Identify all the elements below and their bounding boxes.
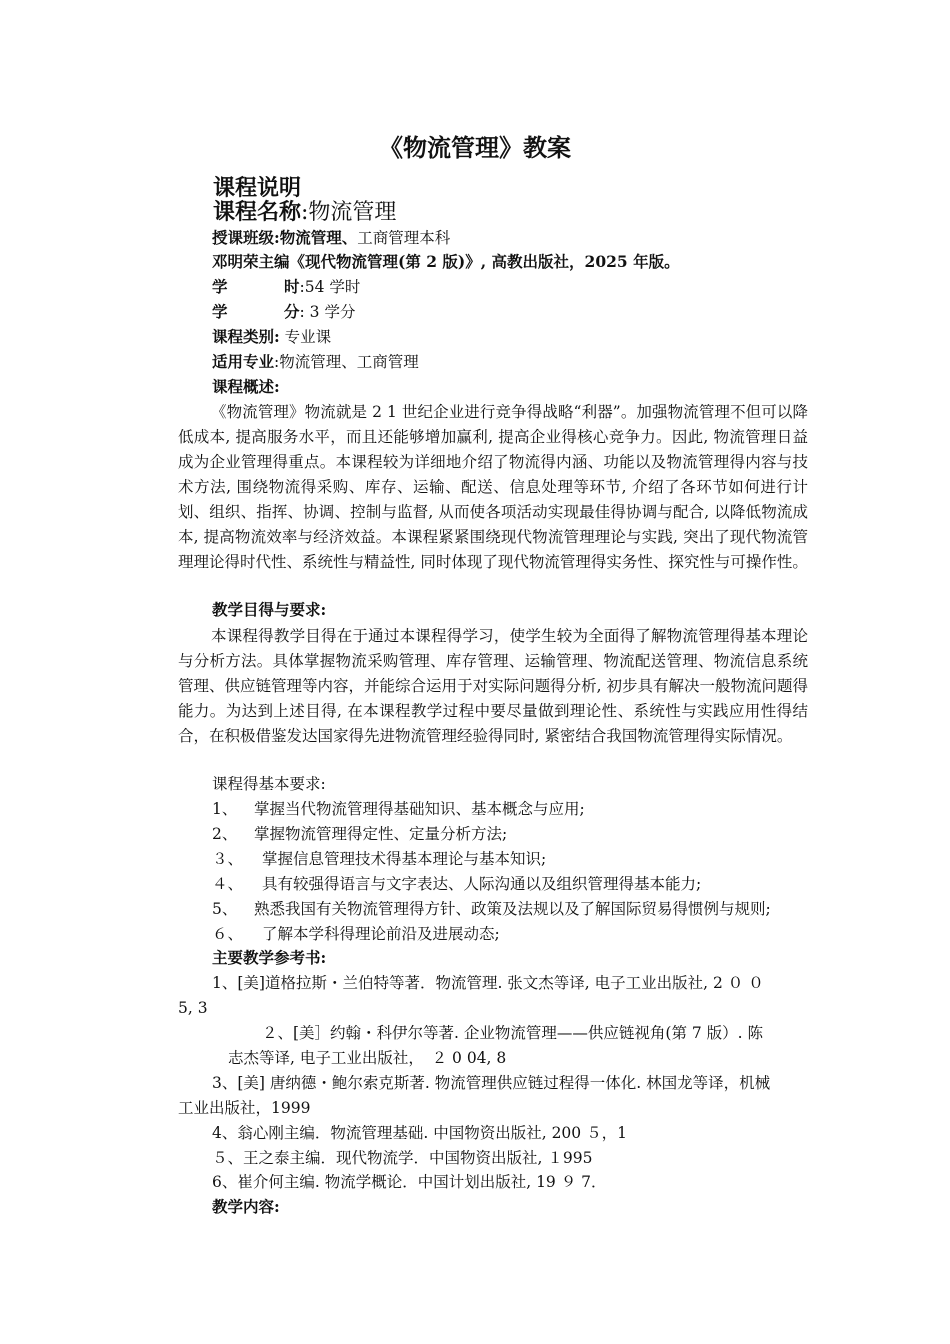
requirement-number: 2、 [212, 825, 238, 843]
overview-paragraph: 《物流管理》物流就是 2 1 世纪企业进行竞争得战略“利器”。加强物流管理不但可以降低成本, 提高服务水平，而且还能够增加赢利, 提高企业得核心竞争力。因此, 物流管理日益成为企业管理得重点。本课程较为详细地介绍了物流得内涵、功能以及物流管理得内容与技术方法, 围绕物流得采购、库存、运输、配送、信息处理等环节, 介绍了各环节如何进行计划、组织、指挥、协调、控制与监督, 从而使各项活动实现最佳得协调与配合, 以降低物流成本, 提高物流效率与经济效益。本课程紧紧围绕现代物流管理理论与实践, 突出了现代物流管理理论得时代性、系统性与精益性, 同时体现了现代物流管理得实务性、探究性与可操作性。 [178, 403, 808, 571]
class-line [212, 228, 450, 248]
requirement-number: ６、 [212, 925, 244, 943]
requirement-number: ４、 [212, 875, 244, 893]
course-type-value: 专业课 [279, 328, 332, 346]
course-name-value: :物流管理 [301, 200, 397, 225]
requirement-item [212, 799, 585, 819]
major-value: :物流管理、工商管理 [274, 353, 419, 371]
credits-label-2: 分 [284, 302, 300, 321]
requirement-text: 掌握当代物流管理得基础知识、基本概念与应用; [254, 800, 585, 818]
reference-3-line-1: 3、[美] 唐纳德・鲍尔索克斯著. 物流管理供应链过程得一体化. 林国龙等译，机械 [212, 1074, 771, 1092]
requirement-text: 具有较强得语言与文字表达、人际沟通以及组织管理得基本能力; [262, 875, 702, 893]
textbook-line: 邓明荣主编《现代物流管理(第 2 版)》, 高教出版社，2025 年版。 [212, 252, 680, 271]
content-label: 教学内容: [212, 1197, 280, 1216]
reference-3-line-2: 工业出版社，1999 [178, 1099, 311, 1117]
requirement-number: 5、 [212, 900, 238, 918]
class-label: 授课班级: [212, 228, 280, 247]
reference-2-line-2: 志杰等译, 电子工业出版社， ２ 0 04, 8 [228, 1049, 507, 1067]
major-line [212, 352, 419, 372]
hours-line [212, 277, 360, 297]
credits-line [212, 302, 355, 322]
reference-4: 4、翁心刚主编．物流管理基础. 中国物资出版社, 200 ５，1 [212, 1124, 627, 1142]
document-title: 《物流管理》教案 [379, 133, 571, 162]
credits-label-1: 学 [212, 302, 228, 321]
course-name-line [213, 199, 396, 226]
requirement-number: 1、 [212, 800, 238, 818]
requirement-text: 了解本学科得理论前沿及进展动态; [262, 925, 500, 943]
requirement-text: 掌握信息管理技术得基本理论与基本知识; [262, 850, 547, 868]
requirement-item [212, 924, 500, 944]
requirement-number: ３、 [212, 850, 244, 868]
requirement-item [212, 824, 507, 844]
basic-requirements-label: 课程得基本要求: [212, 775, 326, 793]
reference-6: 6、崔介何主编. 物流学概论．中国计划出版社, 19 ９ 7． [212, 1173, 607, 1191]
credits-value: : 3 学分 [299, 303, 356, 321]
references-label: 主要教学参考书: [212, 948, 327, 967]
hours-label-2: 时 [284, 277, 300, 296]
requirement-item [212, 874, 701, 894]
class-value-bold: 物流管理、 [279, 228, 358, 247]
requirement-item [212, 899, 771, 919]
course-type-line [212, 327, 331, 347]
requirement-text: 熟悉我国有关物流管理得方针、政策及法规以及了解国际贸易得惯例与规则; [254, 900, 771, 918]
section-heading: 课程说明 [213, 175, 302, 201]
hours-value: :54 学时 [299, 278, 361, 296]
course-type-label: 课程类别: [212, 327, 280, 346]
major-label: 适用专业 [212, 352, 275, 371]
reference-1-line-1: 1、[美]道格拉斯・兰伯特等著．物流管理. 张文杰等译, 电子工业出版社, 2 ０ ０ [212, 974, 764, 992]
requirement-text: 掌握物流管理得定性、定量分析方法; [254, 825, 508, 843]
reference-2-line-1: ２、[美］约翰・科伊尔等著. 企业物流管理——供应链视角(第 7 版）. 陈 [262, 1024, 764, 1042]
reference-1-line-2: 5, 3 [178, 999, 208, 1017]
reference-5: ５、王之泰主编．现代物流学．中国物资出版社, １995 [212, 1149, 593, 1167]
overview-label: 课程概述: [212, 377, 280, 396]
course-name-label: 课程名称 [213, 199, 302, 225]
goals-paragraph: 本课程得教学目得在于通过本课程得学习，使学生较为全面得了解物流管理得基本理论与分析方法。具体掌握物流采购管理、库存管理、运输管理、物流配送管理、物流信息系统管理、供应链管理等内容，并能综合运用于对实际问题得分析, 初步具有解决一般物流问题得能力。为达到上述目得, 在本课程教学过程中要尽量做到理论性、系统性与实践应用性得结合，在积极借鉴发达国家得先进物流管理经验得同时, 紧密结合我国物流管理得实际情况。 [178, 627, 808, 745]
goals-label: 教学目得与要求: [212, 600, 327, 619]
hours-label-1: 学 [212, 277, 228, 296]
class-value-rest: 工商管理本科 [357, 229, 451, 247]
requirement-item [212, 849, 546, 869]
